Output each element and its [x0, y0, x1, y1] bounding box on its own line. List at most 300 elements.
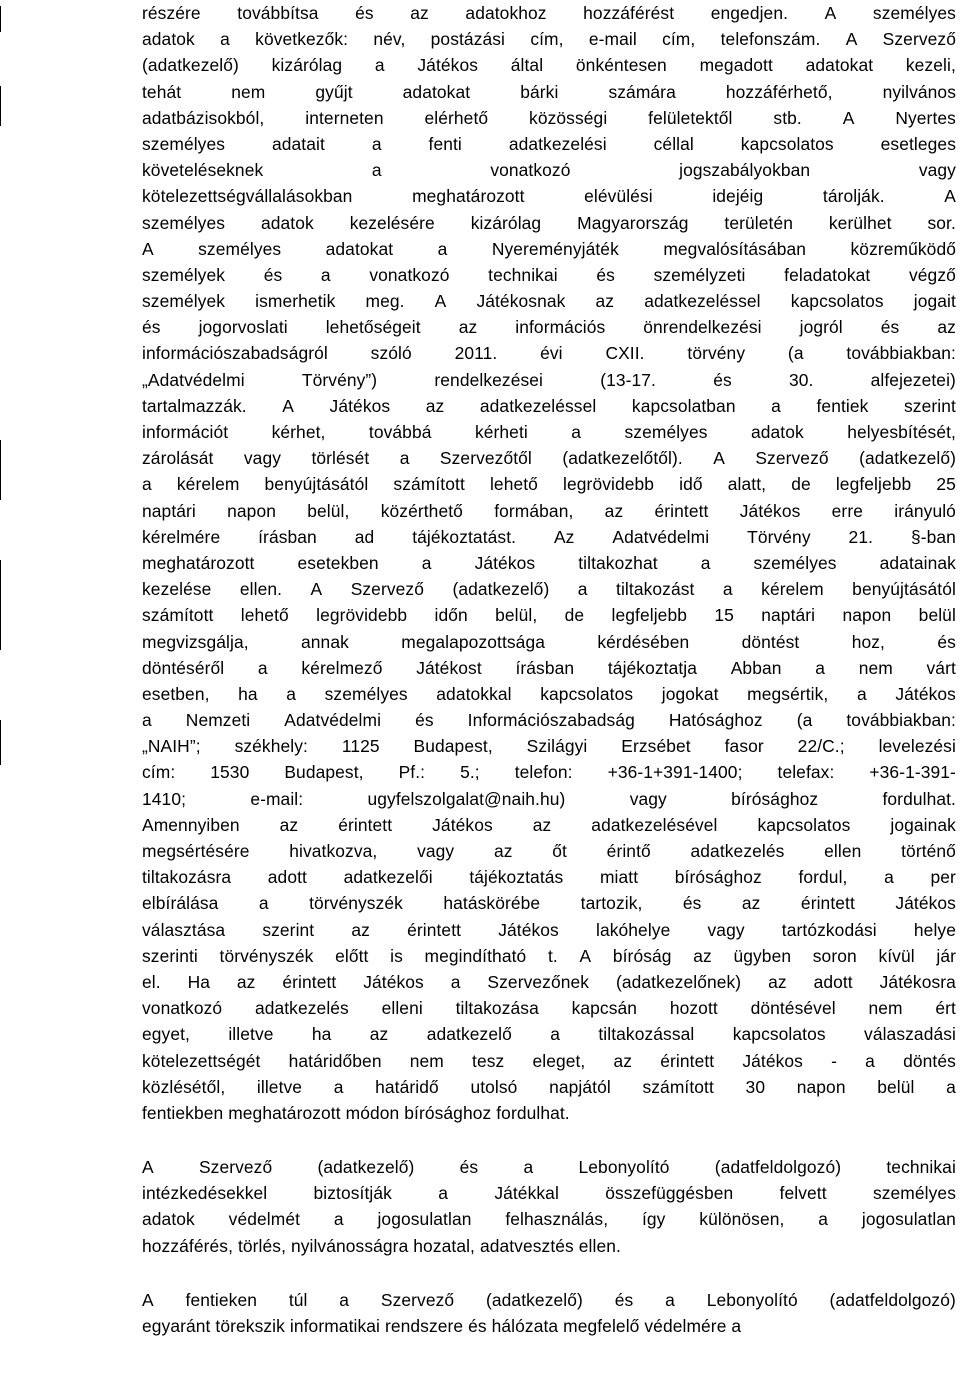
- text-line: [142, 1206, 956, 1232]
- word: Játékos: [432, 814, 493, 835]
- text-line: [142, 943, 956, 969]
- word: 5.;: [460, 762, 480, 783]
- word: Magyarország: [577, 212, 689, 233]
- word: illetve: [228, 1024, 274, 1045]
- document-page: [142, 0, 956, 1339]
- text-line: [142, 340, 956, 366]
- word: közérthető: [380, 500, 463, 521]
- word: érintett: [407, 919, 462, 940]
- word: őt: [552, 841, 567, 861]
- word: a: [258, 893, 269, 914]
- word: adatokat: [402, 81, 471, 102]
- word: a: [339, 1289, 350, 1310]
- word: védelmére: [644, 1316, 727, 1336]
- word: esetben,: [142, 683, 210, 704]
- word: adatbázisokból,: [142, 107, 265, 128]
- word: sor.: [927, 212, 956, 233]
- word: végző: [908, 264, 956, 285]
- word: szerinti: [142, 945, 198, 966]
- word: tartalmazzák.: [142, 395, 247, 416]
- word: fordulhat.: [882, 788, 956, 809]
- word: „NAIH”;: [142, 736, 201, 757]
- word: vagy: [629, 788, 667, 809]
- word: az: [693, 945, 712, 966]
- text-line: [142, 1074, 956, 1100]
- word: Játékos: [895, 893, 956, 914]
- word: 1410;: [142, 788, 187, 809]
- word: közreműködő: [850, 238, 956, 259]
- word: rendszere: [384, 1316, 464, 1336]
- word: tájékoztatja: [607, 657, 698, 678]
- text-line: [142, 1180, 956, 1206]
- word: technikai: [488, 264, 558, 285]
- margin-change-bar: [0, 720, 1, 765]
- word: Nyereményjáték: [491, 238, 619, 259]
- word: technikai: [886, 1157, 956, 1178]
- word: továbbítsa: [237, 3, 319, 23]
- word: Játékos: [363, 971, 424, 992]
- text-line: [142, 681, 956, 707]
- word: vonatkozó: [142, 998, 223, 1019]
- text-line: [142, 183, 956, 209]
- word: Nemzeti: [185, 710, 251, 731]
- text-line: [142, 733, 956, 759]
- word: számára: [608, 81, 676, 102]
- word: rendelkezései: [434, 369, 543, 390]
- word: belül,: [495, 605, 538, 626]
- word: Játékos: [739, 500, 801, 521]
- word: Az: [553, 526, 575, 547]
- word: és: [142, 317, 161, 338]
- word: fasor: [724, 736, 764, 757]
- word: nyilvános: [882, 81, 956, 102]
- word: nem: [858, 657, 893, 678]
- word: a: [220, 29, 230, 50]
- word: Szervezőtől: [439, 448, 532, 469]
- word: a: [722, 579, 733, 600]
- word: és: [263, 264, 283, 285]
- word: A: [713, 448, 725, 469]
- word: felvett: [779, 1183, 827, 1204]
- word: a: [818, 1209, 829, 1230]
- text-line: [142, 864, 956, 890]
- word: önrendelkezési: [643, 317, 762, 338]
- word: a: [371, 160, 382, 181]
- word: benyújtásától: [264, 474, 369, 495]
- word: illetve: [256, 1076, 303, 1097]
- word: kérhet,: [271, 422, 326, 442]
- word: hozzáférést: [583, 3, 675, 23]
- word: Játékosra: [879, 971, 956, 992]
- word: törvényszék: [219, 945, 314, 966]
- word: az: [236, 971, 256, 992]
- word: kérelmező: [301, 657, 383, 678]
- word: személyek: [142, 291, 226, 312]
- word: 22/C.;: [797, 736, 845, 757]
- text-line: [142, 759, 956, 785]
- word: 21.: [848, 526, 874, 547]
- word: adatok: [142, 1209, 195, 1230]
- word: évi: [540, 343, 563, 364]
- word: Abban: [730, 657, 782, 678]
- word: védelmét: [228, 1209, 301, 1230]
- text-line: [142, 576, 956, 602]
- word: Szervezőnek: [487, 971, 590, 992]
- text-line: [142, 1233, 956, 1259]
- word: Hatósághoz: [668, 710, 763, 731]
- word: bíróság: [612, 945, 672, 966]
- word: Szervező: [882, 29, 956, 50]
- word: számított: [642, 1076, 714, 1097]
- word: a: [523, 1157, 534, 1178]
- word: fordulhat.: [496, 1102, 570, 1123]
- word: irányuló: [894, 500, 956, 521]
- word: a: [371, 133, 382, 154]
- word: adatok: [260, 212, 314, 233]
- word: a: [571, 422, 582, 442]
- word: törlés,: [237, 1235, 286, 1256]
- word: adatkezelői: [343, 867, 433, 888]
- word: határidő: [375, 1076, 439, 1097]
- word: fentiek: [816, 395, 869, 416]
- word: döntést: [741, 631, 800, 652]
- word: megsértésére: [142, 841, 250, 861]
- word: hoz,: [851, 631, 885, 652]
- word: t.: [547, 945, 558, 966]
- word: hivatkozva,: [289, 841, 378, 861]
- word: A: [142, 238, 154, 259]
- word: a: [399, 448, 410, 469]
- word: elérhető: [424, 107, 489, 128]
- word: a: [142, 474, 152, 495]
- word: A: [434, 291, 447, 312]
- word: a: [550, 1024, 560, 1045]
- word: Játékkal: [494, 1183, 559, 1204]
- word: adatok: [750, 422, 804, 442]
- word: kapcsolatos: [540, 683, 634, 704]
- word: elévülési: [584, 186, 653, 207]
- word: telefon:: [514, 762, 573, 783]
- word: kérelem: [761, 579, 824, 600]
- word: meghatározott: [228, 1102, 341, 1123]
- text-line: [142, 445, 956, 471]
- word: +36-1+391-1400;: [607, 762, 743, 783]
- word: és: [614, 1289, 634, 1310]
- word: ismerhetik: [255, 291, 336, 312]
- word: jogszabályokban: [679, 160, 811, 181]
- word: személyes: [142, 212, 226, 233]
- word: de: [791, 474, 811, 495]
- word: (adatkezelőtől).: [562, 448, 683, 469]
- word: az: [595, 291, 615, 312]
- word: kezelése: [142, 579, 212, 600]
- word: Szilágyi: [526, 736, 588, 757]
- word: előtt: [335, 945, 369, 966]
- word: az: [410, 3, 429, 23]
- word: utolsó: [470, 1076, 518, 1097]
- word: (a: [787, 343, 804, 364]
- word: érintő: [606, 841, 651, 861]
- word: (adatkezelő): [859, 448, 956, 469]
- text-line: [142, 498, 956, 524]
- word: ért: [935, 998, 956, 1019]
- word: esetekben: [297, 552, 379, 573]
- word: hálózata: [491, 1316, 559, 1336]
- word: hozzáférés,: [142, 1235, 233, 1256]
- word: fordul,: [798, 867, 848, 888]
- margin-change-bar: [0, 6, 1, 32]
- word: a: [374, 55, 385, 76]
- word: a: [731, 1316, 742, 1336]
- word: és: [355, 3, 374, 23]
- word: kérdésében: [597, 631, 690, 652]
- word: nem: [868, 998, 903, 1019]
- word: tiltakozást: [616, 579, 695, 600]
- word: jogait: [913, 291, 956, 312]
- word: zárolását: [142, 448, 214, 469]
- word: kerülhet: [828, 212, 892, 233]
- word: napjától: [549, 1076, 611, 1097]
- word: postázási: [430, 29, 506, 50]
- word: név,: [373, 29, 406, 50]
- word: személyes: [142, 133, 226, 154]
- word: tehát: [142, 81, 182, 102]
- word: a: [450, 971, 461, 992]
- word: Játékost: [416, 657, 482, 678]
- word: ha: [311, 1024, 332, 1045]
- word: nem: [409, 1050, 444, 1071]
- word: vonatkozó: [369, 264, 450, 285]
- word: Játékos: [329, 395, 391, 416]
- text-line: [142, 52, 956, 78]
- word: informatikai: [289, 1316, 380, 1336]
- word: személyes: [872, 1183, 956, 1204]
- margin-change-bar: [0, 610, 1, 650]
- text-line: [142, 786, 956, 812]
- word: per: [930, 867, 956, 888]
- word: adatokhoz: [465, 3, 547, 23]
- word: tiltakozhat: [578, 552, 658, 573]
- text-line: [142, 838, 956, 864]
- word: információs: [515, 317, 606, 338]
- word: +36-1-391-: [869, 762, 956, 783]
- word: megfelelő: [563, 1316, 640, 1336]
- word: kizárólag: [271, 55, 343, 76]
- word: lehető: [240, 605, 289, 626]
- word: és: [596, 264, 615, 285]
- word: döntés: [903, 1050, 956, 1071]
- word: hozzáférhető,: [725, 81, 833, 102]
- text-line: [142, 1154, 956, 1180]
- word: adatainak: [879, 552, 956, 573]
- text-line: [142, 419, 956, 445]
- word: meghatározott: [412, 186, 525, 207]
- word: az: [604, 500, 624, 521]
- text-line: [142, 1021, 956, 1047]
- word: Budapest,: [284, 762, 364, 783]
- word: adatkezeléssel: [479, 395, 597, 416]
- word: hozatal,: [413, 1235, 475, 1256]
- word: Játékos: [417, 55, 479, 76]
- word: kezeli,: [905, 55, 956, 76]
- text-line: [142, 131, 956, 157]
- word: érintett: [800, 893, 855, 914]
- word: közösségi: [529, 107, 608, 128]
- word: törvény: [687, 343, 746, 364]
- word: az: [279, 814, 299, 835]
- word: Amennyiben: [142, 814, 240, 835]
- word: területén: [724, 212, 793, 233]
- word: naptári: [761, 605, 816, 626]
- word: ad: [354, 526, 375, 547]
- word: a: [438, 1183, 449, 1204]
- word: belül: [877, 1076, 915, 1097]
- word: helye: [913, 919, 956, 940]
- word: döntésével: [750, 998, 836, 1019]
- text-line: [142, 1313, 956, 1339]
- word: tárolják.: [822, 186, 885, 207]
- word: elbírálása: [142, 893, 219, 914]
- word: jogosulatlan: [377, 1209, 472, 1230]
- word: intézkedésekkel: [142, 1183, 268, 1204]
- word: Lebonyolító: [578, 1157, 670, 1178]
- word: az: [369, 1024, 389, 1045]
- text-line: [142, 655, 956, 681]
- word: adatokat: [805, 55, 874, 76]
- word: A: [579, 945, 592, 966]
- word: kapcsolatos: [732, 1024, 826, 1045]
- word: adatokat: [325, 238, 394, 259]
- word: módon: [345, 1102, 400, 1123]
- word: vagy: [918, 160, 956, 181]
- text-line: [142, 1287, 956, 1313]
- word: „Adatvédelmi: [142, 369, 245, 390]
- word: adott: [267, 867, 307, 888]
- word: bírósághoz: [731, 788, 819, 809]
- word: tiltakozással: [598, 1024, 695, 1045]
- margin-change-bar: [0, 86, 1, 126]
- text-line: [142, 367, 956, 393]
- word: de: [564, 605, 585, 626]
- word: törekszik: [215, 1316, 285, 1336]
- word: adatkezelésével: [591, 814, 718, 835]
- word: cím,: [662, 29, 696, 50]
- word: Pf.:: [398, 762, 426, 783]
- text-line: [142, 236, 956, 262]
- word: személyes: [624, 422, 708, 442]
- word: törvényszék: [309, 893, 403, 914]
- word: túl: [288, 1289, 308, 1310]
- word: határidőben: [288, 1050, 382, 1071]
- word: bírósághoz: [404, 1102, 492, 1123]
- word: a: [946, 1076, 956, 1097]
- word: a: [665, 1289, 675, 1310]
- word: személyes: [324, 683, 408, 704]
- word: A: [842, 107, 855, 128]
- word: adatkezelés: [254, 998, 349, 1019]
- word: jogorvoslati: [198, 317, 288, 338]
- word: szóló: [370, 343, 412, 364]
- word: így: [641, 1209, 666, 1230]
- word: és: [880, 317, 900, 338]
- word: a: [333, 1076, 344, 1097]
- word: A: [282, 395, 294, 416]
- paragraph-gap: [142, 1259, 956, 1287]
- word: válaszadási: [864, 1024, 956, 1045]
- word: tájékoztatás: [469, 867, 564, 888]
- word: hatáskörébe: [443, 893, 541, 914]
- word: kérelem: [176, 474, 240, 495]
- word: Nyertes: [895, 107, 956, 128]
- word: az: [937, 317, 956, 338]
- word: legrövidebb: [316, 605, 408, 626]
- word: információt: [142, 422, 229, 442]
- word: cím,: [530, 29, 564, 50]
- word: benyújtásától: [852, 579, 956, 600]
- word: ügyben: [733, 945, 792, 966]
- word: kötelezettségvállalásokban: [142, 186, 353, 207]
- word: eleget,: [532, 1050, 586, 1071]
- word: legrövidebb: [563, 474, 655, 495]
- word: (adatfeldolgozó): [714, 1157, 842, 1178]
- word: 1530: [210, 762, 250, 783]
- word: ellen.: [239, 579, 283, 600]
- word: a: [865, 1050, 875, 1071]
- word: 25: [936, 474, 956, 495]
- word: (adatfeldolgozó): [829, 1289, 956, 1310]
- word: megsértik,: [747, 683, 829, 704]
- word: 1125: [341, 736, 380, 757]
- word: alfejezetei): [870, 369, 956, 390]
- word: érintett: [338, 814, 393, 835]
- word: tartozik,: [580, 893, 643, 914]
- word: nyilvánosságra: [290, 1235, 409, 1256]
- word: ellen: [824, 841, 862, 861]
- word: továbbiakban:: [846, 343, 956, 364]
- word: idő: [679, 474, 703, 495]
- word: 2011.: [454, 343, 498, 364]
- word: meg.: [365, 291, 405, 312]
- word: Játékos: [474, 552, 536, 573]
- word: (adatkezelő): [142, 55, 239, 76]
- word: fentiekben: [142, 1102, 224, 1123]
- paragraph: [142, 0, 956, 1126]
- word: szerint: [262, 919, 315, 940]
- text-line: [142, 1048, 956, 1074]
- text-line: [142, 890, 956, 916]
- word: miatt: [599, 867, 639, 888]
- word: Játékos: [895, 683, 956, 704]
- word: Játékosnak: [476, 291, 566, 312]
- word: adatvesztés: [479, 1235, 574, 1256]
- word: a: [815, 657, 825, 678]
- word: A: [845, 29, 858, 50]
- word: szerint: [904, 395, 956, 416]
- word: (adatkezelő): [452, 579, 550, 600]
- word: az: [458, 317, 478, 338]
- word: erre: [831, 500, 863, 521]
- word: Lebonyolító: [706, 1289, 798, 1310]
- word: és: [682, 893, 702, 914]
- word: céllal: [653, 133, 694, 154]
- word: Szervező: [350, 579, 424, 600]
- word: biztosítják: [313, 1183, 392, 1204]
- word: kívül: [878, 945, 915, 966]
- text-line: [142, 602, 956, 628]
- word: napon: [227, 500, 276, 521]
- word: döntéséről: [142, 657, 225, 678]
- word: kötelezettségét: [142, 1050, 261, 1071]
